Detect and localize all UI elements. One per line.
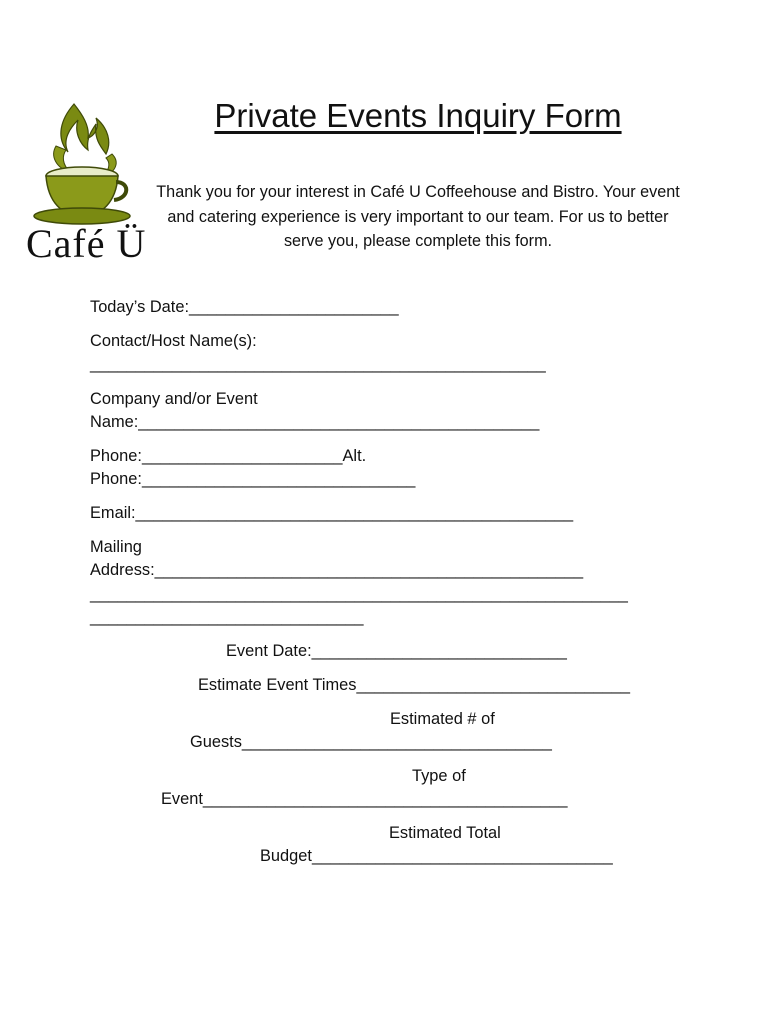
contact-host-label: Contact/Host Name(s): — [90, 332, 257, 350]
mailing-label: Mailing — [90, 538, 142, 556]
company-event-name-field[interactable]: Name:____________________________________________ — [90, 413, 540, 431]
mailing-address-line-2[interactable]: ___________________________________________________________ — [90, 585, 628, 603]
guests-label: Estimated # of — [390, 710, 495, 728]
budget-field[interactable]: Budget_________________________________ — [260, 847, 613, 865]
email-field[interactable]: Email:________________________________________________ — [90, 504, 574, 522]
mailing-address-field[interactable]: Address:_______________________________________________ — [90, 561, 584, 579]
event-times-field[interactable]: Estimate Event Times______________________________ — [198, 676, 630, 694]
intro-paragraph: Thank you for your interest in Café U Coffeehouse and Bistro. Your event and catering experience is very important to our team. For us to better serve you, please complete this form. — [156, 183, 680, 250]
phone-field[interactable]: Phone:______________________Alt. — [90, 447, 367, 465]
mailing-address-line-3[interactable]: ______________________________ — [90, 608, 364, 626]
alt-phone-field[interactable]: Phone:______________________________ — [90, 470, 416, 488]
company-event-label: Company and/or Event — [90, 390, 258, 408]
contact-host-field[interactable]: __________________________________________________ — [90, 355, 546, 373]
form-title: Private Events Inquiry Form — [214, 97, 622, 134]
logo-wordmark: Café Ü — [26, 221, 147, 266]
event-date-field[interactable]: Event Date:____________________________ — [226, 642, 567, 660]
event-type-field[interactable]: Event________________________________________ — [161, 790, 568, 808]
event-type-label: Type of — [412, 767, 466, 785]
budget-label: Estimated Total — [389, 824, 501, 842]
todays-date-field[interactable]: Today’s Date:_______________________ — [90, 298, 399, 316]
guests-field[interactable]: Guests__________________________________ — [190, 733, 552, 751]
